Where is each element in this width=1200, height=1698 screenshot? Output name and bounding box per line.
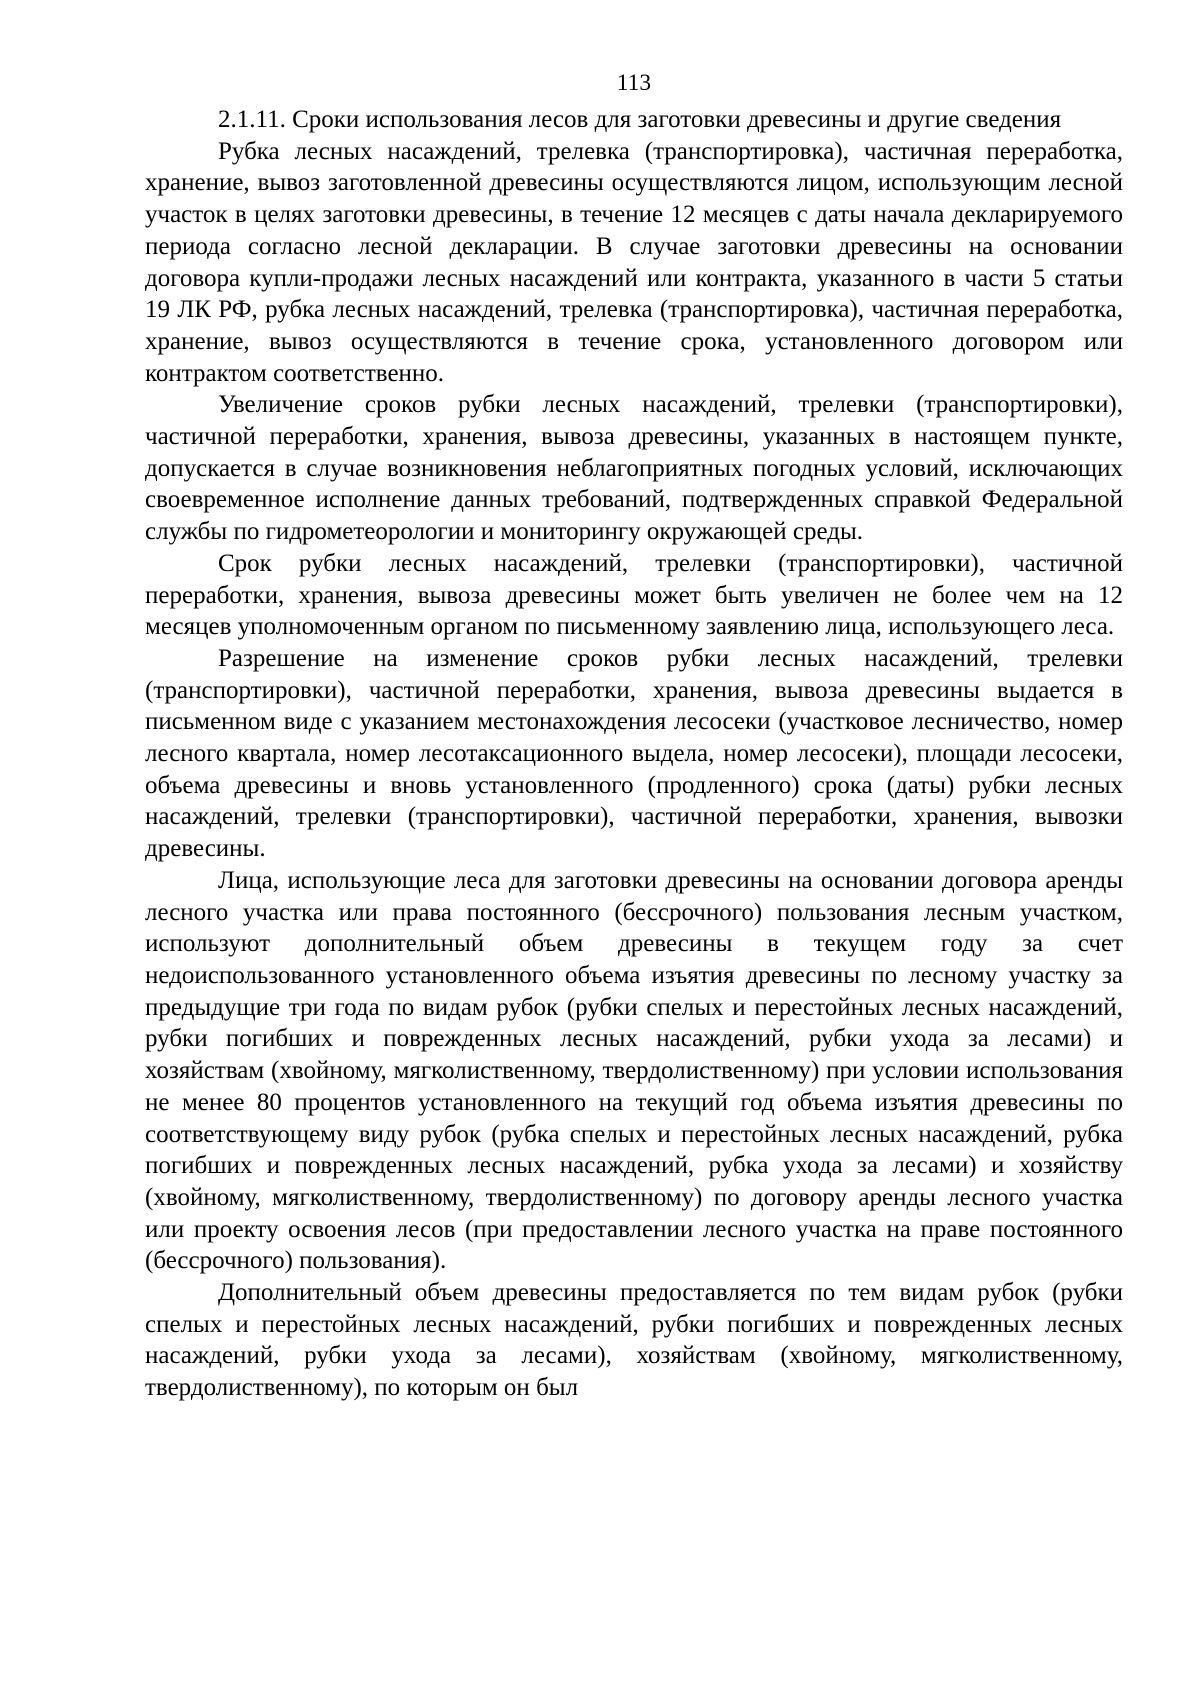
document-page xyxy=(145,62,1123,1404)
page-number: 113 xyxy=(616,70,652,96)
paragraph: Срок рубки лесных насаждений, трелевки (транспортировки), частичной переработки, хранения, вывоза древесины может быть увеличен не более чем на 12 месяцев уполномоченным органом по письменному заявлению лица, использующего леса. xyxy=(145,549,1123,641)
paragraph: Увеличение сроков рубки лесных насаждений, трелевки (транспортировки), частичной переработки, хранения, вывоза древесины, указанных в настоящем пункте, допускается в случае возникновения неблагоприятных погодных условий, исключающих своевременное исполнение данных требований, подтвержденных справкой Федеральной службы по гидрометеорологии и мониторингу окружающей среды. xyxy=(145,391,1123,546)
section-heading: 2.1.11. Сроки использования лесов для заготовки древесины и другие сведения xyxy=(218,106,1062,133)
paragraph: Рубка лесных насаждений, трелевка (транспортировка), частичная переработка, хранение, вывоз заготовленной древесины осуществляются лицом, использующим лесной участок в целях заготовки древесины, в течение 12 месяцев с даты начала декларируемого периода согласно лесной декларации. В случае заготовки древесины на основании договора купли-продажи лесных насаждений или контракта, указанного в части 5 статьи 19 ЛК РФ, рубка лесных насаждений, трелевка (транспортировка), частичная переработка, хранение, вывоз осуществляются в течение срока, установленного договором или контрактом соответственно. xyxy=(145,137,1123,387)
paragraph: Лица, использующие леса для заготовки древесины на основании договора аренды лесного участка или права постоянного (бессрочного) пользования лесным участком, используют дополнительный объем древесины в текущем году за счет недоиспользованного установленного объема изъятия древесины по лесному участку за предыдущие три года по видам рубок (рубки спелых и перестойных лесных насаждений, рубки погибших и поврежденных лесных насаждений, рубки ухода за лесами) и хозяйствам (хвойному, мягколиственному, твердолиственному) при условии использования не менее 80 процентов установленного на текущий год объема изъятия древесины по соответствующему виду рубок (рубка спелых и перестойных лесных насаждений, рубка погибших и поврежденных лесных насаждений, рубка ухода за лесами) и хозяйству (хвойному, мягколиственному, твердолиственному) по договору аренды лесного участка или проекту освоения лесов (при предоставлении лесного участка на праве постоянного (бессрочного) пользования). xyxy=(145,866,1123,1275)
paragraph: Разрешение на изменение сроков рубки лесных насаждений, трелевки (транспортировки), частичной переработки, хранения, вывоза древесины выдается в письменном виде с указанием местонахождения лесосеки (участковое лесничество, номер лесного квартала, номер лесотаксационного выдела, номер лесосеки), площади лесосеки, объема древесины и вновь установленного (продленного) срока (даты) рубки лесных насаждений, трелевки (транспортировки), частичной переработки, хранения, вывозки древесины. xyxy=(145,644,1123,863)
paragraph: Дополнительный объем древесины предоставляется по тем видам рубок (рубки спелых и перестойных лесных насаждений, рубки погибших и поврежденных лесных насаждений, рубки ухода за лесами), хозяйствам (хвойному, мягколиственному, твердолиственному), по которым он был xyxy=(145,1279,1123,1402)
